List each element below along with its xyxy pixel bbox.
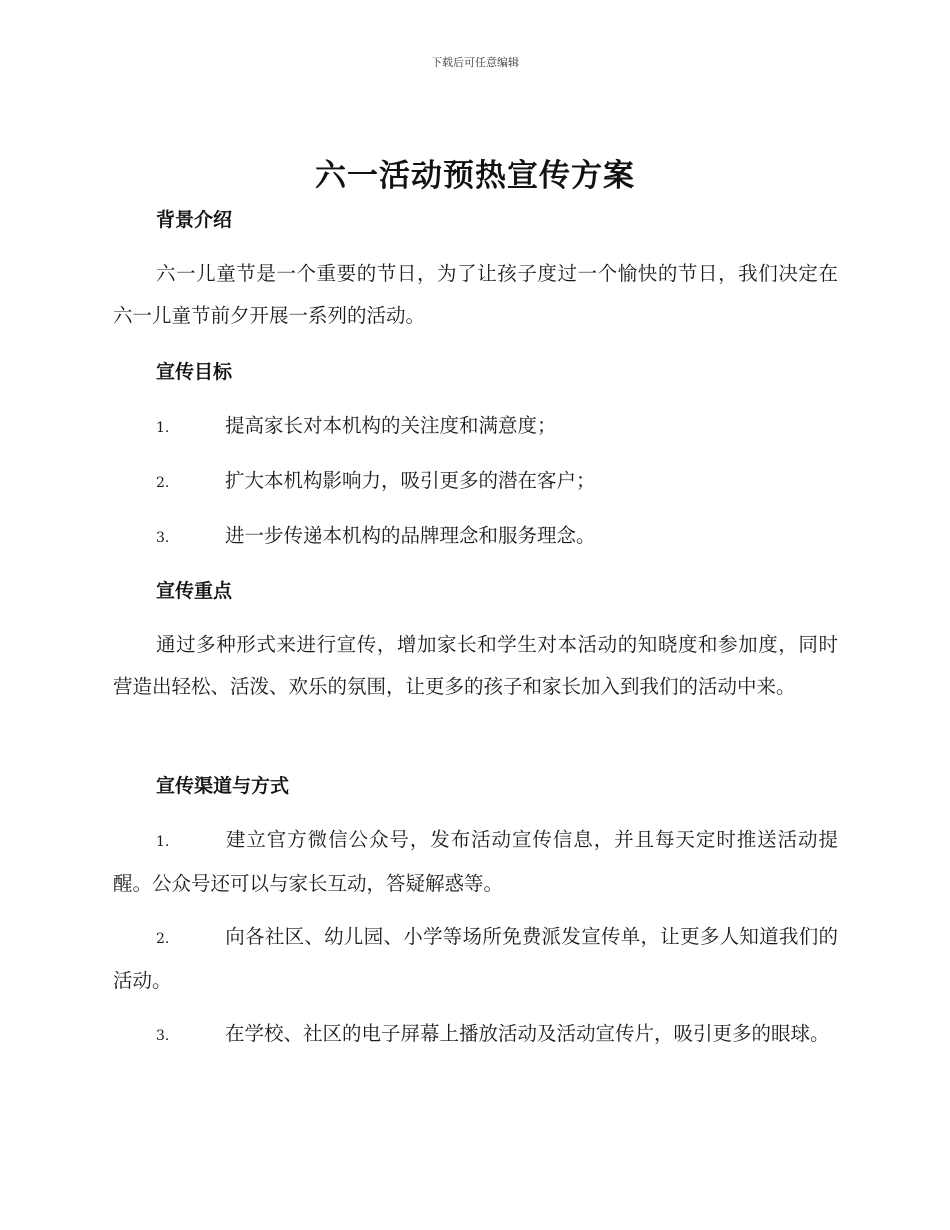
- heading-focus: 宣传重点: [156, 580, 233, 602]
- paragraph-focus: 通过多种形式来进行宣传，增加家长和学生对本活动的知晓度和参加度，同时营造出轻松、活泼、欢乐的氛围，让更多的孩子和家长加入到我们的活动中来。: [113, 633, 838, 698]
- document-title: 六一活动预热宣传方案: [315, 158, 635, 194]
- list-number: 1.: [156, 420, 170, 436]
- list-text: 向各社区、幼儿园、小学等场所免费派发宣传单，让更多人知道我们的活动。: [113, 925, 838, 992]
- heading-goals: 宣传目标: [156, 361, 233, 383]
- channel-item: [113, 916, 838, 1002]
- list-number: 2.: [156, 475, 170, 491]
- list-number: 1.: [156, 834, 170, 850]
- heading-channels: 宣传渠道与方式: [156, 775, 290, 797]
- goal-item: [113, 515, 838, 559]
- list-number: 2.: [156, 931, 170, 947]
- list-text: 建立官方微信公众号，发布活动宣传信息，并且每天定时推送活动提醒。公众号还可以与家长互动，答疑解惑等。: [113, 828, 838, 895]
- channel-item: [113, 819, 838, 905]
- paragraph-background: 六一儿童节是一个重要的节日，为了让孩子度过一个愉快的节日，我们决定在六一儿童节前夕开展一系列的活动。: [113, 262, 838, 327]
- list-number: 3.: [156, 530, 170, 546]
- goal-item: [113, 405, 838, 449]
- list-text: 进一步传递本机构的品牌理念和服务理念。: [225, 524, 596, 547]
- header-note: 下载后可任意编辑: [431, 56, 519, 69]
- goal-item: [113, 460, 838, 504]
- list-text: 在学校、社区的电子屏幕上播放活动及活动宣传片，吸引更多的眼球。: [225, 1022, 830, 1045]
- list-text: 扩大本机构影响力，吸引更多的潜在客户；: [225, 469, 596, 492]
- channel-item: [113, 1013, 838, 1057]
- list-text: 提高家长对本机构的关注度和满意度；: [225, 414, 557, 437]
- heading-background: 背景介绍: [156, 209, 233, 231]
- list-number: 3.: [156, 1028, 170, 1044]
